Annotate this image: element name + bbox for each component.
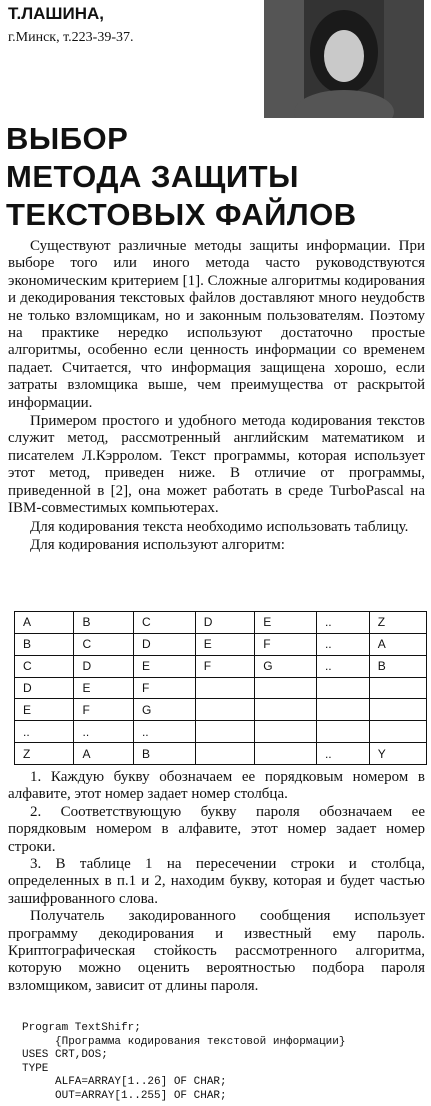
table-cell: ..	[74, 721, 133, 743]
title-line-2: МЕТОДА ЗАЩИТЫ	[6, 159, 299, 194]
table-cell: B	[369, 655, 426, 677]
table-cell: A	[369, 633, 426, 655]
code-line: Program TextShifr;	[22, 1022, 141, 1034]
portrait-image	[264, 0, 424, 118]
code-line: {Программа кодирования текстовой информации}	[22, 1035, 346, 1048]
table-cell: E	[255, 612, 317, 634]
code-line: OUT=ARRAY[1..255] OF CHAR;	[22, 1089, 227, 1102]
table-cell: ..	[316, 655, 369, 677]
code-listing	[22, 1022, 345, 1103]
table-cell: Z	[15, 743, 74, 765]
table-row	[15, 655, 427, 677]
table-cell: ..	[316, 612, 369, 634]
paragraph-1: Существуют различные методы защиты информации. При выборе того или иного метода часто руководствуются экономическим критерием [1]. Сложные алгоритмы кодирования и декодирования текстовых файлов доставляют много неудобств не только взломщикам, но и законным пользователям. Поэтому на практике нередко используют достаточно простые алгоритмы, особенно если ценность информации со временем падает. Считается, что информация защищена хорошо, если затраты взломщика выше, чем преимущества от раскрытой информации.	[8, 238, 425, 411]
table-cell: E	[74, 677, 133, 699]
table-cell	[195, 699, 254, 721]
table-cell: F	[74, 699, 133, 721]
table-cell	[369, 677, 426, 699]
article-body	[8, 238, 425, 554]
table-cell: Y	[369, 743, 426, 765]
step-2: 2. Соответствующую букву пароля обозначаем ее порядковым номером в алфавите, этот номер задает номер строки.	[8, 803, 425, 855]
article-body-continued	[8, 769, 425, 995]
paragraph-2: Примером простого и удобного метода кодирования текстов служит метод, рассмотренный английским математиком и писателем Л.Кэрролом. Текст программы, которая использует этот метод, приведен ниже. В отличие от программы, приведенной в [2], она может работать в среде TurboPascal на IBM-совместимых компьютерах.	[8, 413, 425, 517]
table-cell	[195, 743, 254, 765]
table-cell: ..	[15, 721, 74, 743]
table-cell: E	[195, 633, 254, 655]
table-cell	[195, 677, 254, 699]
table-cell	[255, 721, 317, 743]
author-photo	[264, 0, 424, 118]
code-line: TYPE	[22, 1062, 49, 1075]
table-row	[15, 699, 427, 721]
table-cell: E	[133, 655, 195, 677]
table-cell: Z	[369, 612, 426, 634]
title-line-3: ТЕКСТОВЫХ ФАЙЛОВ	[6, 197, 357, 232]
table-cell	[369, 699, 426, 721]
table-cell	[316, 699, 369, 721]
table-cell: C	[15, 655, 74, 677]
step-3: 3. В таблице 1 на пересечении строки и столбца, определенных в п.1 и 2, находим букву, которая и будет частью зашифрованного слова.	[8, 856, 425, 907]
table-cell	[316, 721, 369, 743]
paragraph-4: Для кодирования используют алгоритм:	[30, 536, 285, 553]
paragraph-3: Для кодирования текста необходимо использовать таблицу.	[30, 518, 409, 535]
table-cell	[316, 677, 369, 699]
table-row	[15, 612, 427, 634]
table-cell	[255, 677, 317, 699]
table-row	[15, 633, 427, 655]
article-title	[6, 120, 357, 234]
code-line: ALFA=ARRAY[1..26] OF CHAR;	[22, 1076, 227, 1088]
paragraph-decoding: Получатель закодированного сообщения использует программу декодирования и известный ему пароль. Криптографическая стойкость рассмотренного алгоритма, которую можно оценить вероятностью подбора пароля взломщиком, зависит от длины пароля.	[8, 908, 425, 994]
table-cell: A	[74, 743, 133, 765]
table-cell: G	[133, 699, 195, 721]
table-cell: C	[74, 633, 133, 655]
author-block	[8, 4, 134, 46]
table-cell: G	[255, 655, 317, 677]
author-info: г.Минск, т.223-39-37.	[8, 30, 134, 45]
title-line-1: ВЫБОР	[6, 121, 129, 156]
table-cell: A	[15, 612, 74, 634]
cipher-table	[14, 611, 427, 765]
table-cell: F	[255, 633, 317, 655]
table-cell: ..	[133, 721, 195, 743]
table-cell: B	[15, 633, 74, 655]
table-cell	[255, 699, 317, 721]
table-cell: B	[133, 743, 195, 765]
table-cell: F	[133, 677, 195, 699]
table-cell: B	[74, 612, 133, 634]
table-cell	[369, 721, 426, 743]
table-row	[15, 677, 427, 699]
table-cell	[195, 721, 254, 743]
table-row	[15, 721, 427, 743]
table-cell	[255, 743, 317, 765]
table-cell: C	[133, 612, 195, 634]
author-name: Т.ЛАШИНА,	[8, 4, 104, 23]
table-cell: F	[195, 655, 254, 677]
table-cell: ..	[316, 633, 369, 655]
table-cell: D	[15, 677, 74, 699]
table-cell: E	[15, 699, 74, 721]
step-1: 1. Каждую букву обозначаем ее порядковым номером в алфавите, этот номер задает номер столбца.	[8, 769, 425, 803]
table-row	[15, 743, 427, 765]
table-cell: D	[195, 612, 254, 634]
table-cell: D	[133, 633, 195, 655]
code-line: USES CRT,DOS;	[22, 1049, 108, 1061]
table-cell: D	[74, 655, 133, 677]
table-cell: ..	[316, 743, 369, 765]
